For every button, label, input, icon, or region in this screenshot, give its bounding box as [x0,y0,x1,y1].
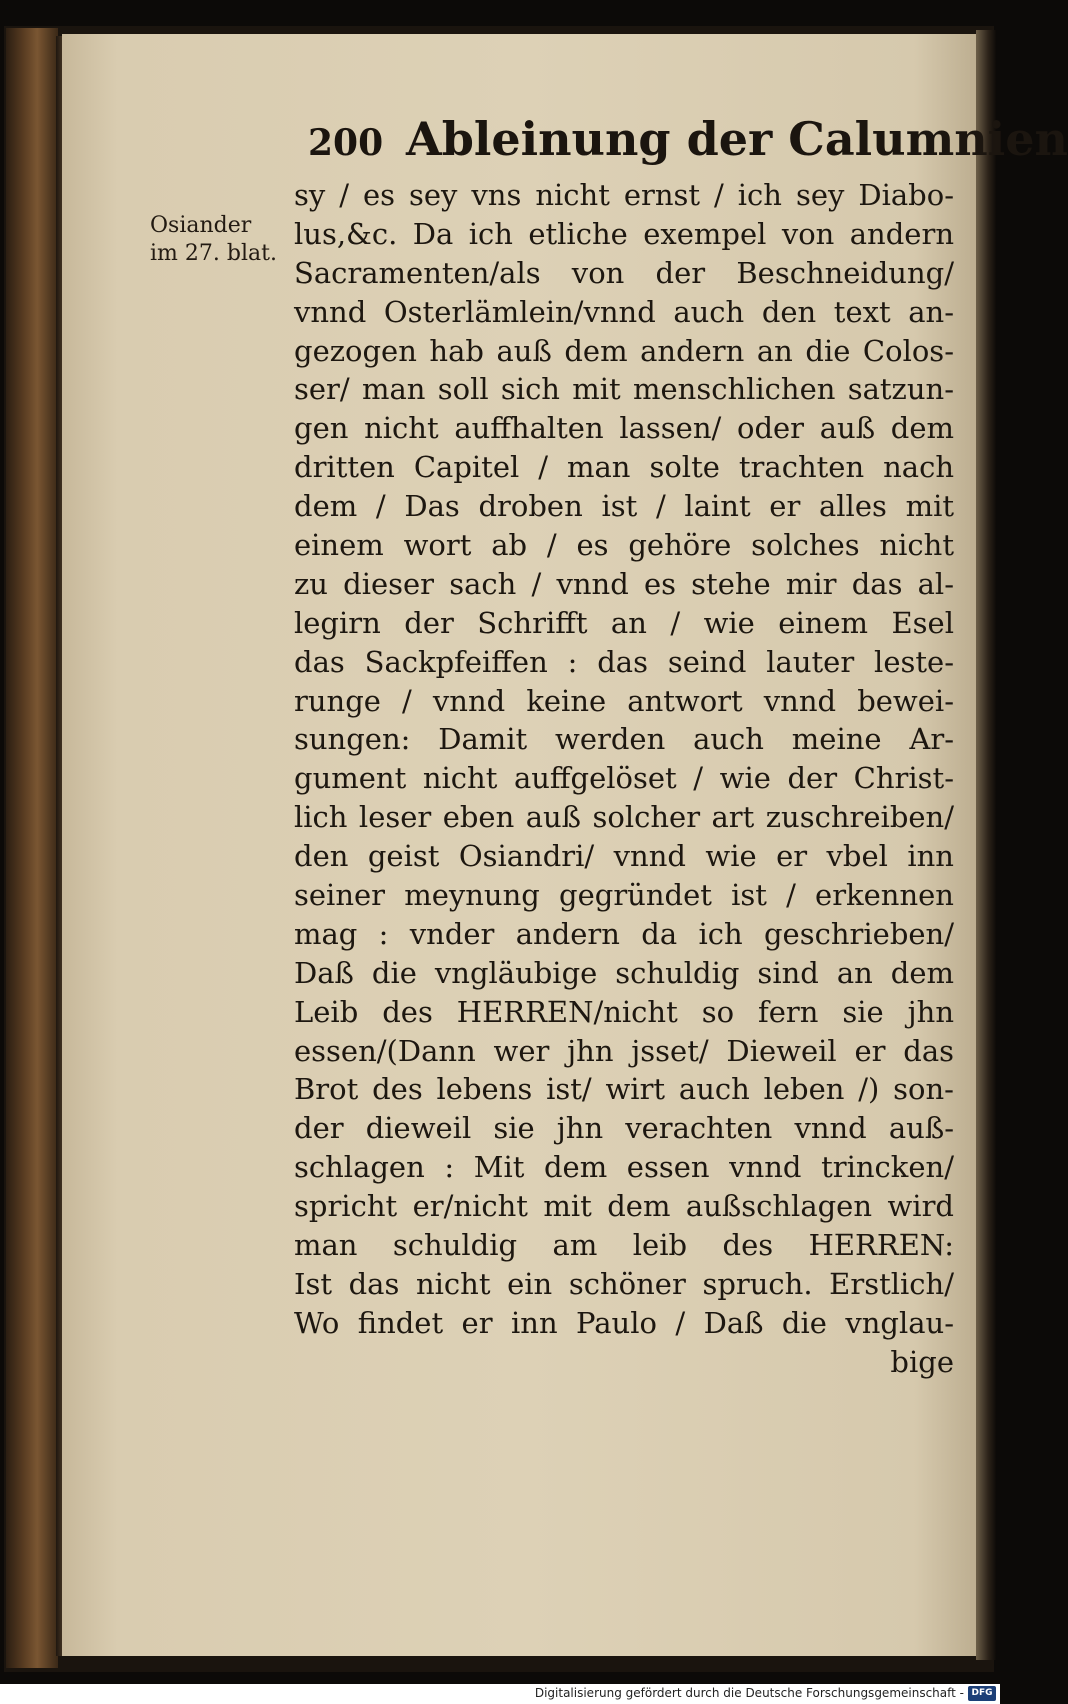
text-line: Wo findet er inn Paulo / Daß die vnglau- [294,1305,954,1340]
text-line: spricht er/nicht mit dem außschlagen wird [294,1189,954,1224]
text-line: der dieweil sie jhn verachten vnnd auß- [294,1111,954,1146]
catchword: bige [890,1344,954,1379]
text-line: zu dieser sach / vnnd es stehe mir das al- [294,566,954,601]
text-line: runge / vnnd keine antwort vnnd bewei- [294,683,954,718]
page-header [308,112,1068,172]
text-line: Daß die vngläubige schuldig sind an dem [294,955,954,990]
text-line: schlagen : Mit dem essen vnnd trincken/ [294,1150,954,1185]
page-number: 200 [308,122,384,164]
text-line: mag : vnder andern da ich geschrieben/ [294,916,954,951]
running-title: Ableinung der Calumnien [406,112,1068,166]
text-line: sy / es sey vns nicht ernst / ich sey Diabo- [294,178,954,212]
text-line: essen/(Dann wer jhn jsset/ Dieweil er das [294,1033,954,1068]
footer-bar [0,1684,1000,1704]
marginal-note [150,212,290,268]
text-line: legirn der Schrifft an / wie einem Esel [294,605,954,640]
marginal-note-line: im 27. blat. [150,241,277,266]
page-right-edge [976,30,996,1660]
text-line: sungen: Damit werden auch meine Ar- [294,722,954,757]
text-line: Sacramenten/als von der Beschneidung/ [294,255,954,290]
text-line: Brot des lebens ist/ wirt auch leben /) son- [294,1072,954,1107]
text-line: dritten Capitel / man solte trachten nach [294,450,954,485]
footer-credit: Digitalisierung gefördert durch die Deutsche Forschungsgemeinschaft - [534,1686,964,1700]
text-line: man schuldig am leib des HERREN: [294,1228,954,1263]
marginal-note-line: Osiander [150,213,252,238]
text-line: seiner meynung gegründet ist / erkennen [294,878,954,913]
text-line: das Sackpfeiffen : das seind lauter leste- [294,644,954,679]
text-line: Ist das nicht ein schöner spruch. Erstlich/ [294,1266,954,1301]
dfg-logo: DFG [968,1686,996,1701]
text-line: gen nicht auffhalten lassen/ oder auß dem [294,411,954,446]
text-line: lus,&c. Da ich etliche exempel von andern [294,216,954,251]
body-text [294,176,954,1382]
text-line: Leib des HERREN/nicht so fern sie jhn [294,994,954,1029]
text-line: gument nicht auffgelöset / wie der Christ- [294,761,954,796]
text-line: gezogen hab auß dem andern an die Colos- [294,333,954,368]
text-line: vnnd Osterlämlein/vnnd auch den text an- [294,294,954,329]
book-spine [6,28,58,1668]
text-line: dem / Das droben ist / laint er alles mit [294,489,954,524]
text-line: den geist Osiandri/ vnnd wie er vbel inn [294,839,954,874]
text-line: einem wort ab / es gehöre solches nicht [294,528,954,563]
text-line: lich leser eben auß solcher art zuschreiben/ [294,800,954,835]
text-line: ser/ man soll sich mit menschlichen satzun- [294,372,954,407]
